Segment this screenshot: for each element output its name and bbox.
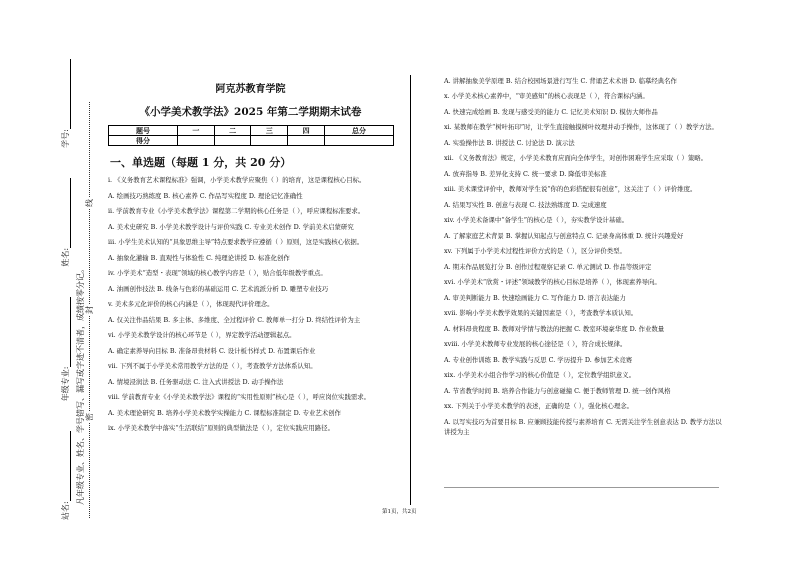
question-20: xx. 下列关于小学美术教学的表述，正确的是（ ），强化核心理念。 — [444, 402, 634, 410]
question-15-options: A. 期末作品展览打分 B. 创作过程观察记录 C. 单元测试 D. 作品等级评定 — [444, 263, 652, 271]
field-name-label: 姓名: — [61, 247, 70, 267]
question-19: xix. 小学美术小组合作学习的核心价值是（ ），定位教学组织意义。 — [444, 371, 636, 379]
question-16-options: A. 审美判断能力 B. 快速绘画能力 C. 写作能力 D. 语言表达能力 — [444, 294, 626, 302]
field-student-id-label: 学号: — [61, 129, 70, 148]
binding-strip — [0, 0, 100, 561]
page-number: 第1页，共2页 — [382, 509, 417, 515]
question-2-options: A. 美术史研究 B. 小学美术教学设计与评价实践 C. 专业美术创作 D. 学前美术启蒙研究 — [108, 223, 354, 231]
field-site-label: 站名: — [61, 501, 70, 520]
right-column — [444, 76, 724, 437]
school-name: 阿克苏教育学院 — [215, 84, 286, 95]
question-8: viii. 学前教育专业《小学美术教学法》课程的“实用性原则”核心是（ ），呼应岗位实践需求。 — [108, 393, 371, 401]
score-cell[interactable] — [288, 136, 325, 146]
row-label: 得分 — [109, 136, 178, 146]
question-10: x. 小学美术核心素养中，“审美感知”的核心表现是（ ），符合课标内涵。 — [444, 92, 649, 100]
binding-notice: 凡年级专业、姓名、学号错写、漏写或字迹不清者，成绩按零分记。 — [76, 265, 85, 505]
question-10-options: A. 快速完成绘画 B. 发现与感受美的能力 C. 记忆美术知识 D. 模仿大师作品 — [444, 108, 658, 116]
dots — [89, 209, 90, 304]
question-9-options: A. 讲解抽象美学原理 B. 结合校园场景进行写生 C. 背诵艺术术语 D. 临摹经典名作 — [444, 77, 677, 85]
exam-title: 《小学美术教学法》2025 年第二学期期末试卷 — [139, 106, 362, 118]
score-table — [108, 125, 394, 146]
question-18: xviii. 小学美术教师专业发展的核心途径是（ ），符合成长规律。 — [444, 340, 627, 348]
question-11-options: A. 实验操作法 B. 讲授法 C. 讨论法 D. 演示法 — [444, 139, 575, 147]
question-16: xvi. 小学美术“欣赏・评述”领域教学的核心目标是培养（ ），体现素养导向。 — [444, 278, 661, 286]
question-18-options: A. 专业创作训练 B. 教学实践与反思 C. 学历提升 D. 参加艺术竞赛 — [444, 356, 633, 364]
question-5: v. 美术多元化评价的核心内涵是（ ），体现现代评价理念。 — [108, 300, 274, 308]
score-row — [109, 136, 394, 146]
col-header: 四 — [288, 126, 325, 136]
seal-char-xian: 线 — [85, 199, 94, 207]
score-cell[interactable] — [325, 136, 394, 146]
score-cell[interactable] — [214, 136, 251, 146]
col-header: 总分 — [325, 126, 394, 136]
question-20-options: A. 以写实技巧为首要目标 B. 应兼顾技能传授与素养培育 C. 无需关注学生创意表达 D. 教学方法以讲授为主 — [444, 418, 722, 436]
seal-char-feng: 封 — [85, 306, 94, 314]
question-17-options: A. 材料昂贵程度 B. 教师对学情与教法的把握 C. 教室环境豪华度 D. 作业数量 — [444, 325, 665, 333]
field-student-id[interactable] — [60, 59, 71, 148]
field-major-label: 年级专业: — [61, 366, 70, 402]
score-table-header — [109, 126, 394, 136]
bottom-rule — [444, 487, 719, 488]
seal-char-mi: 密 — [85, 413, 94, 421]
question-13: xiii. 美术课堂评价中，教师对学生说“你的色彩搭配很有创意”，这关注了（ ）评价维度。 — [444, 185, 697, 193]
column-divider — [410, 75, 411, 505]
question-2: ii. 学前教育专业《小学美术教学法》课程第二学期的核心任务是（ ），呼应课程标准要求。 — [108, 207, 365, 215]
question-6-options: A. 确定素养导向目标 B. 准备昂贵材料 C. 设计板书样式 D. 布置课后作业 — [108, 347, 316, 355]
question-14-options: A. 了解家庭艺术背景 B. 掌握认知起点与创意特点 C. 记录身高体重 D. 统计兴趣爱好 — [444, 232, 684, 240]
question-4-options: A. 油画创作技法 B. 线条与色彩的基础运用 C. 艺术流派分析 D. 雕塑专业技巧 — [108, 285, 329, 293]
question-7-options: A. 情境浸润法 B. 任务驱动法 C. 注入式讲授法 D. 动手操作法 — [108, 378, 284, 386]
left-column — [108, 76, 393, 433]
dots — [89, 102, 90, 197]
question-8-options: A. 美术理论研究 B. 培养小学美术教学实操能力 C. 课程标准制定 D. 专业艺术创作 — [108, 409, 341, 417]
col-header: 二 — [214, 126, 251, 136]
field-name[interactable] — [60, 178, 71, 267]
question-12: xii. 《义务教育法》规定，小学美术教育应面向全体学生，对创作困难学生应采取（ ）策略。 — [444, 154, 708, 162]
field-major-line[interactable] — [69, 297, 71, 367]
field-student-id-line[interactable] — [69, 59, 71, 129]
score-cell[interactable] — [251, 136, 288, 146]
field-name-line[interactable] — [69, 178, 71, 248]
field-site-line[interactable] — [69, 431, 71, 501]
seal-line — [84, 100, 95, 520]
col-header: 三 — [251, 126, 288, 136]
question-11: xi. 某教师在教学“树叶拓印”时，让学生直接触摸树叶纹理并动手操作，这体现了（ ）教学方法。 — [444, 123, 718, 131]
question-3-options: A. 抽象化灌输 B. 直观性与体验性 C. 纯理论讲授 D. 标准化创作 — [108, 254, 290, 262]
question-13-options: A. 结果写实性 B. 创意与表现 C. 技法熟练度 D. 完成速度 — [444, 201, 607, 209]
question-9: ix. 小学美术教学中落实“生活联结”原则的典型做法是（ ），定位实践应用路径。 — [108, 424, 334, 432]
col-header: 一 — [177, 126, 214, 136]
question-3: iii. 小学生美术认知的“具象思维主导”特点要求教学应遵循（ ）原则，这是实践核心依据。 — [108, 238, 364, 246]
question-4: iv. 小学美术“造型・表现”领域的核心教学内容是（ ），贴合低年级教学重点。 — [108, 269, 327, 277]
question-1-options: A. 绘画技巧熟练度 B. 核心素养 C. 作品写实程度 D. 理论记忆准确性 — [108, 192, 303, 200]
dots — [89, 423, 90, 518]
section-title: 一、单选题（每题 1 分，共 20 分） — [110, 156, 292, 169]
col-header: 题号 — [109, 126, 178, 136]
dots — [89, 316, 90, 411]
question-6: vi. 小学美术教学设计的核心环节是（ ），界定教学活动逻辑起点。 — [108, 331, 296, 339]
student-info-fields — [60, 80, 71, 520]
field-site[interactable] — [60, 431, 71, 520]
question-19-options: A. 节省教学时间 B. 培养合作能力与创意碰撞 C. 便于教师管理 D. 统一创作风格 — [444, 387, 671, 395]
question-1: i. 《义务教育艺术课程标准》强调，小学美术教学应聚焦（ ）的培育，这是课程核心目标。 — [108, 176, 366, 184]
question-17: xvii. 影响小学美术教学效果的关键因素是（ ），考查教学本质认知。 — [444, 309, 638, 317]
question-15: xv. 下列属于小学美术过程性评价方式的是（ ），区分评价类型。 — [444, 247, 626, 255]
question-12-options: A. 放弃指导 B. 差异化支持 C. 统一要求 D. 降低审美标准 — [444, 170, 607, 178]
question-5-options: A. 仅关注作品结果 B. 多主体、多维度、全过程评价 C. 教师单一打分 D. 终结性评价为主 — [108, 316, 361, 324]
field-major[interactable] — [60, 297, 71, 402]
question-14: xiv. 小学美术备课中“备学生”的核心是（ ），夯实教学设计基础。 — [444, 216, 629, 224]
score-cell[interactable] — [177, 136, 214, 146]
question-7: vii. 下列不属于小学美术常用教学方法的是（ ），考查教学方法体系认知。 — [108, 362, 317, 370]
